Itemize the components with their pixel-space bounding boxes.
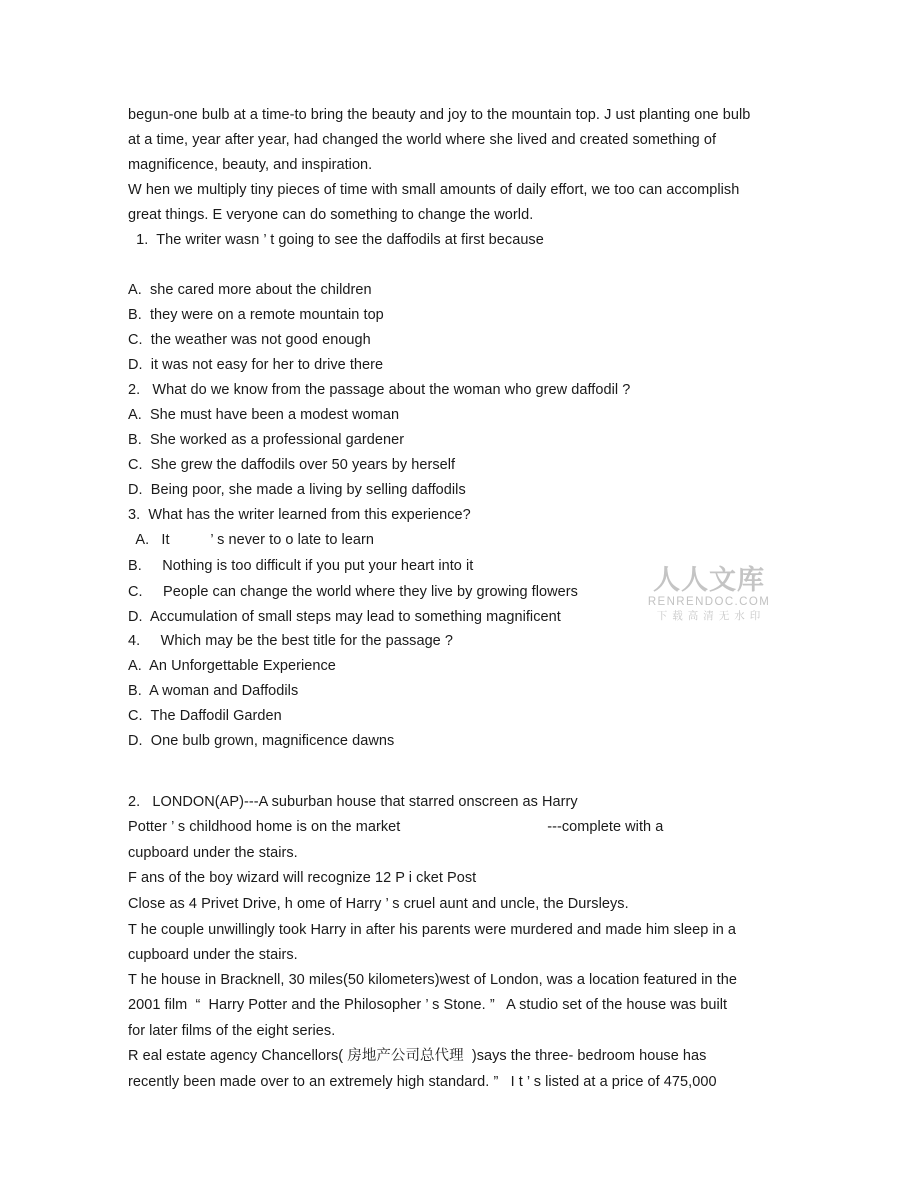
text-line: magnificence, beauty, and inspiration.	[128, 157, 373, 173]
text-line: F ans of the boy wizard will recognize 12 P i cket Post	[128, 870, 477, 886]
q4-option-b: B. A woman and Daffodils	[128, 683, 299, 699]
question-2: 2. What do we know from the passage about the woman who grew daffodil ?	[128, 382, 631, 398]
text-line: great things. E veryone can do something to change the world.	[128, 207, 534, 223]
watermark-chinese: 人人文库	[653, 565, 765, 596]
text-line: Potter ’ s childhood home is on the market ---complete with a	[128, 819, 664, 835]
question-1: 1. The writer wasn ’ t going to see the daffodils at first because	[128, 232, 544, 248]
watermark-tagline: 下载高清无水印	[656, 610, 766, 622]
text-line: Close as 4 Privet Drive, h ome of Harry ’ s cruel aunt and uncle, the Dursleys.	[128, 896, 629, 912]
question-3: 3. What has the writer learned from this experience?	[128, 507, 471, 523]
q3-option-d: D. Accumulation of small steps may lead to something magnificent	[128, 609, 561, 625]
q2-option-b: B. She worked as a professional gardener	[128, 432, 405, 448]
q4-option-c: C. The Daffodil Garden	[128, 708, 282, 724]
q3-option-a: A. It ’ s never to o late to learn	[128, 532, 375, 548]
text-line: cupboard under the stairs.	[128, 845, 298, 861]
q3-option-c: C. People can change the world where they live by growing flowers	[128, 584, 578, 600]
text-line: at a time, year after year, had changed the world where she lived and created something of	[128, 132, 717, 148]
text-line: recently been made over to an extremely high standard. ” I t ’ s listed at a price of 475,000	[128, 1074, 717, 1090]
q3-option-b: B. Nothing is too difficult if you put your heart into it	[128, 558, 474, 574]
q1-option-d: D. it was not easy for her to drive there	[128, 357, 384, 373]
q2-option-d: D. Being poor, she made a living by selling daffodils	[128, 482, 466, 498]
q1-option-c: C. the weather was not good enough	[128, 332, 371, 348]
q4-option-d: D. One bulb grown, magnificence dawns	[128, 733, 395, 749]
q2-option-c: C. She grew the daffodils over 50 years by herself	[128, 457, 456, 473]
q2-option-a: A. She must have been a modest woman	[128, 407, 400, 423]
text-line: begun-one bulb at a time-to bring the beauty and joy to the mountain top. J ust planting one bulb	[128, 107, 751, 123]
text-line: for later films of the eight series.	[128, 1023, 336, 1039]
q1-option-b: B. they were on a remote mountain top	[128, 307, 384, 323]
text-line: T he couple unwillingly took Harry in after his parents were murdered and made him sleep in a	[128, 922, 737, 938]
question-4: 4. Which may be the best title for the passage ?	[128, 633, 453, 649]
watermark-domain: RENRENDOC.COM	[647, 596, 771, 608]
q4-option-a: A. An Unforgettable Experience	[128, 658, 336, 674]
text-line: R eal estate agency Chancellors( 房地产公司总代理 )says the three- bedroom house has	[128, 1048, 707, 1064]
text-line: 2001 film “ Harry Potter and the Philosopher ’ s Stone. ” A studio set of the house was built	[128, 997, 728, 1013]
q1-option-a: A. she cared more about the children	[128, 282, 372, 298]
text-line: cupboard under the stairs.	[128, 947, 298, 963]
watermark-logo	[646, 566, 772, 623]
text-line: W hen we multiply tiny pieces of time with small amounts of daily effort, we too can accomplish	[128, 182, 740, 198]
passage-2-title: 2. LONDON(AP)---A suburban house that starred onscreen as Harry	[128, 794, 578, 810]
text-line: T he house in Bracknell, 30 miles(50 kilometers)west of London, was a location featured in the	[128, 972, 737, 988]
